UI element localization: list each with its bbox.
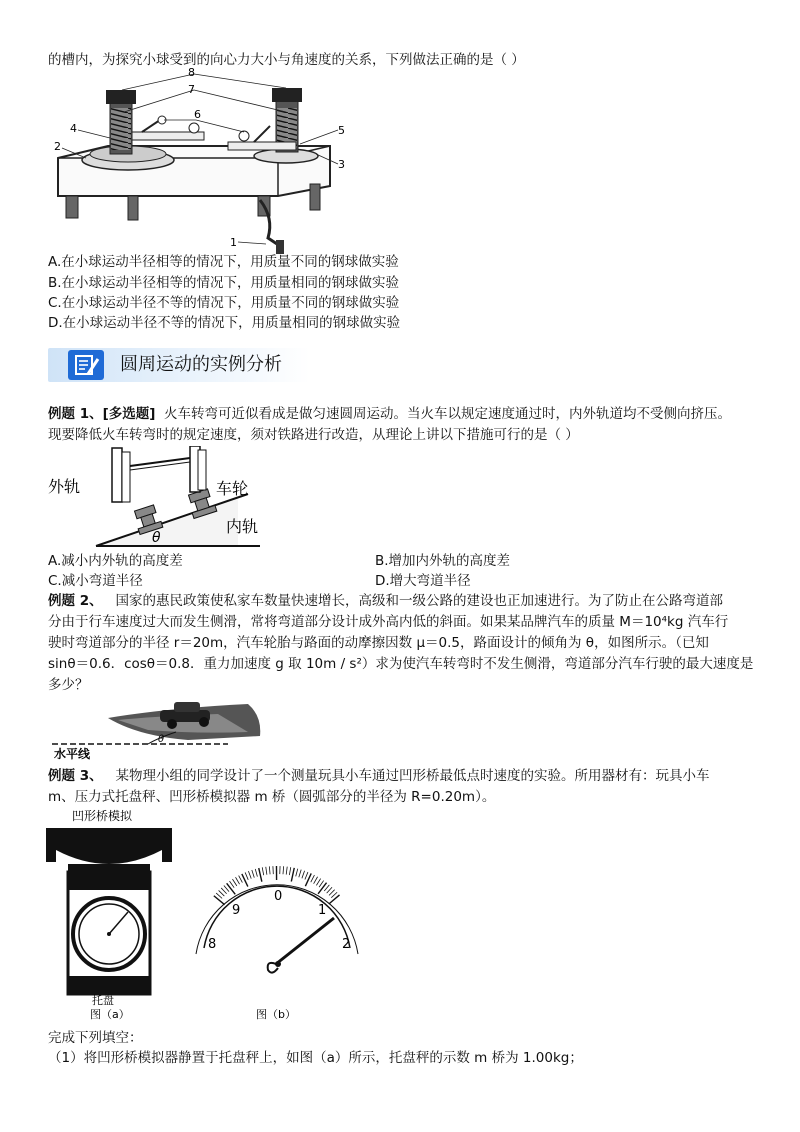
label-4: 4 — [70, 122, 77, 135]
ex1-text-line1: 火车转弯可近似看成是做匀速圆周运动。当火车以规定速度通过时，内外轨道均不受侧向挤压。 — [164, 406, 732, 422]
dial-tick — [269, 866, 270, 874]
dial-tick — [314, 877, 318, 884]
train-rail-figure — [48, 446, 270, 548]
dial-tick — [236, 877, 240, 884]
ex2-text-line2: 分由于行车速度过大而发生侧滑，常将弯道部分设计成外高内低的斜面。如果某品牌汽车的质量 M＝10⁴kg 汽车行 — [48, 614, 729, 630]
dial-tick — [262, 867, 263, 875]
label-3: 3 — [338, 158, 345, 171]
dial-tick — [245, 872, 248, 879]
dial-tick — [221, 888, 226, 894]
dial-number-0: 0 — [274, 889, 283, 904]
dial-tick — [232, 879, 236, 886]
dial-number-1: 1 — [318, 903, 327, 918]
dial-tick — [230, 881, 235, 888]
dial-tick — [316, 879, 320, 886]
dial-number-9: 9 — [232, 903, 241, 918]
ex2-text-line3: 驶时弯道部分的半径 r＝20m，汽车轮胎与路面的动摩擦因数 μ＝0.5，路面设计的倾角为 θ，如图所示。（已知 — [48, 635, 709, 651]
option-c: C.在小球运动半径不等的情况下，用质量不同的钢球做实验 — [48, 295, 400, 311]
fill-item-1: （1）将凹形桥模拟器静置于托盘秤上，如图（a）所示，托盘秤的示数 m 桥为 1.00kg； — [48, 1050, 583, 1066]
dial-tick — [219, 890, 225, 896]
dial-tick — [239, 876, 243, 883]
outer-rail-label: 外轨 — [48, 477, 81, 496]
inner-rail-label: 内轨 — [226, 517, 259, 536]
dial-tick — [248, 871, 251, 878]
option-b: B.在小球运动半径相等的情况下，用质量相同的钢球做实验 — [48, 275, 400, 291]
figure-a-caption: 图（a） — [90, 1008, 130, 1021]
ex3-line1 — [48, 766, 709, 786]
dial-tick — [319, 881, 324, 888]
dial-tick — [291, 868, 294, 882]
ex2-text-line4: sinθ＝0.6．cosθ＝0.8．重力加速度 g 取 10m / s²）求为使汽车转弯时不发生侧滑，弯道部分汽车行驶的最大速度是 — [48, 656, 754, 672]
option-a: A.在小球运动半径相等的情况下，用质量不同的钢球做实验 — [48, 254, 399, 270]
ex1-text-line2: 现要降低火车转弯时的规定速度，须对铁路进行改造，从理论上讲以下措施可行的是（ ） — [48, 427, 579, 443]
label-1: 1 — [230, 236, 237, 249]
ex1-label: 例题 1、[多选题] — [48, 406, 156, 422]
fill-title: 完成下列填空： — [48, 1030, 143, 1046]
car-theta-label: θ — [158, 734, 165, 745]
dial-tick — [311, 875, 315, 882]
ex2-label: 例题 2、 — [48, 593, 103, 609]
ex1-option-b: B.增加内外轨的高度差 — [375, 553, 511, 569]
dial-tick — [286, 867, 287, 875]
intro-text: 的槽内，为探究小球受到的向心力大小与角速度的关系，下列做法正确的是（ ） — [48, 52, 525, 68]
dial-tick — [302, 871, 305, 879]
dial-tick — [329, 890, 335, 896]
dial-tick — [255, 869, 257, 877]
dial-tick — [318, 883, 326, 894]
label-6: 6 — [194, 108, 201, 121]
dial-tick — [296, 869, 298, 877]
ex2-text-line5: 多少？ — [48, 677, 89, 693]
ex1-line1 — [48, 404, 731, 424]
option-d: D.在小球运动半径不等的情况下，用质量相同的钢球做实验 — [48, 315, 401, 331]
ex3-label: 例题 3、 — [48, 768, 103, 784]
dial-tick — [299, 870, 301, 878]
ex3-text-line1: 某物理小组的同学设计了一个测量玩具小车通过凹形桥最低点时速度的实验。所用器材有：玩具小车 — [115, 768, 710, 784]
dial-tick — [305, 872, 308, 879]
edit-note-icon — [68, 350, 104, 380]
dial-tick — [289, 867, 290, 875]
dial-number-8: 8 — [208, 937, 217, 952]
wheel-label: 车轮 — [216, 479, 249, 498]
dial-tick — [266, 867, 267, 875]
dial-tick — [252, 870, 254, 878]
label-2: 2 — [54, 140, 61, 153]
ex2-text-line1: 国家的惠民政策使私家车数量快速增长，高级和一级公路的建设也正加速进行。为了防止在公路弯道部 — [115, 593, 723, 609]
scale-figure-a — [44, 808, 184, 1022]
dial-tick — [283, 866, 284, 874]
tray-label: 托盘 — [92, 994, 114, 1007]
dial-tick — [227, 883, 236, 894]
car-slope-figure — [48, 692, 270, 762]
theta-label: θ — [152, 530, 161, 546]
label-8: 8 — [188, 68, 195, 79]
horizontal-line-label: 水平线 — [54, 747, 91, 761]
ex2-line1 — [48, 591, 723, 611]
dial-tick — [259, 868, 262, 882]
label-7: 7 — [188, 83, 195, 96]
ex1-option-a: A.减小内外轨的高度差 — [48, 553, 183, 569]
dial-tick — [327, 887, 332, 893]
bridge-simulator-label: 凹形桥模拟 — [72, 809, 133, 823]
dial-figure-b — [186, 856, 368, 1024]
dial-tick — [214, 896, 225, 905]
ex1-option-d: D.增大弯道半径 — [375, 573, 471, 589]
ex3-text-line2: m、压力式托盘秤、凹形桥模拟器 m 桥（圆弧部分的半径为 R=0.20m）。 — [48, 789, 496, 805]
dial-tick — [329, 895, 340, 904]
section-title: 圆周运动的实例分析 — [120, 354, 282, 375]
centripetal-apparatus-figure — [48, 68, 348, 254]
dial-number-2: 2 — [342, 937, 351, 952]
figure-b-caption: 图（b） — [256, 1008, 296, 1021]
ex1-option-c: C.减小弯道半径 — [48, 573, 143, 589]
label-5: 5 — [338, 124, 345, 137]
